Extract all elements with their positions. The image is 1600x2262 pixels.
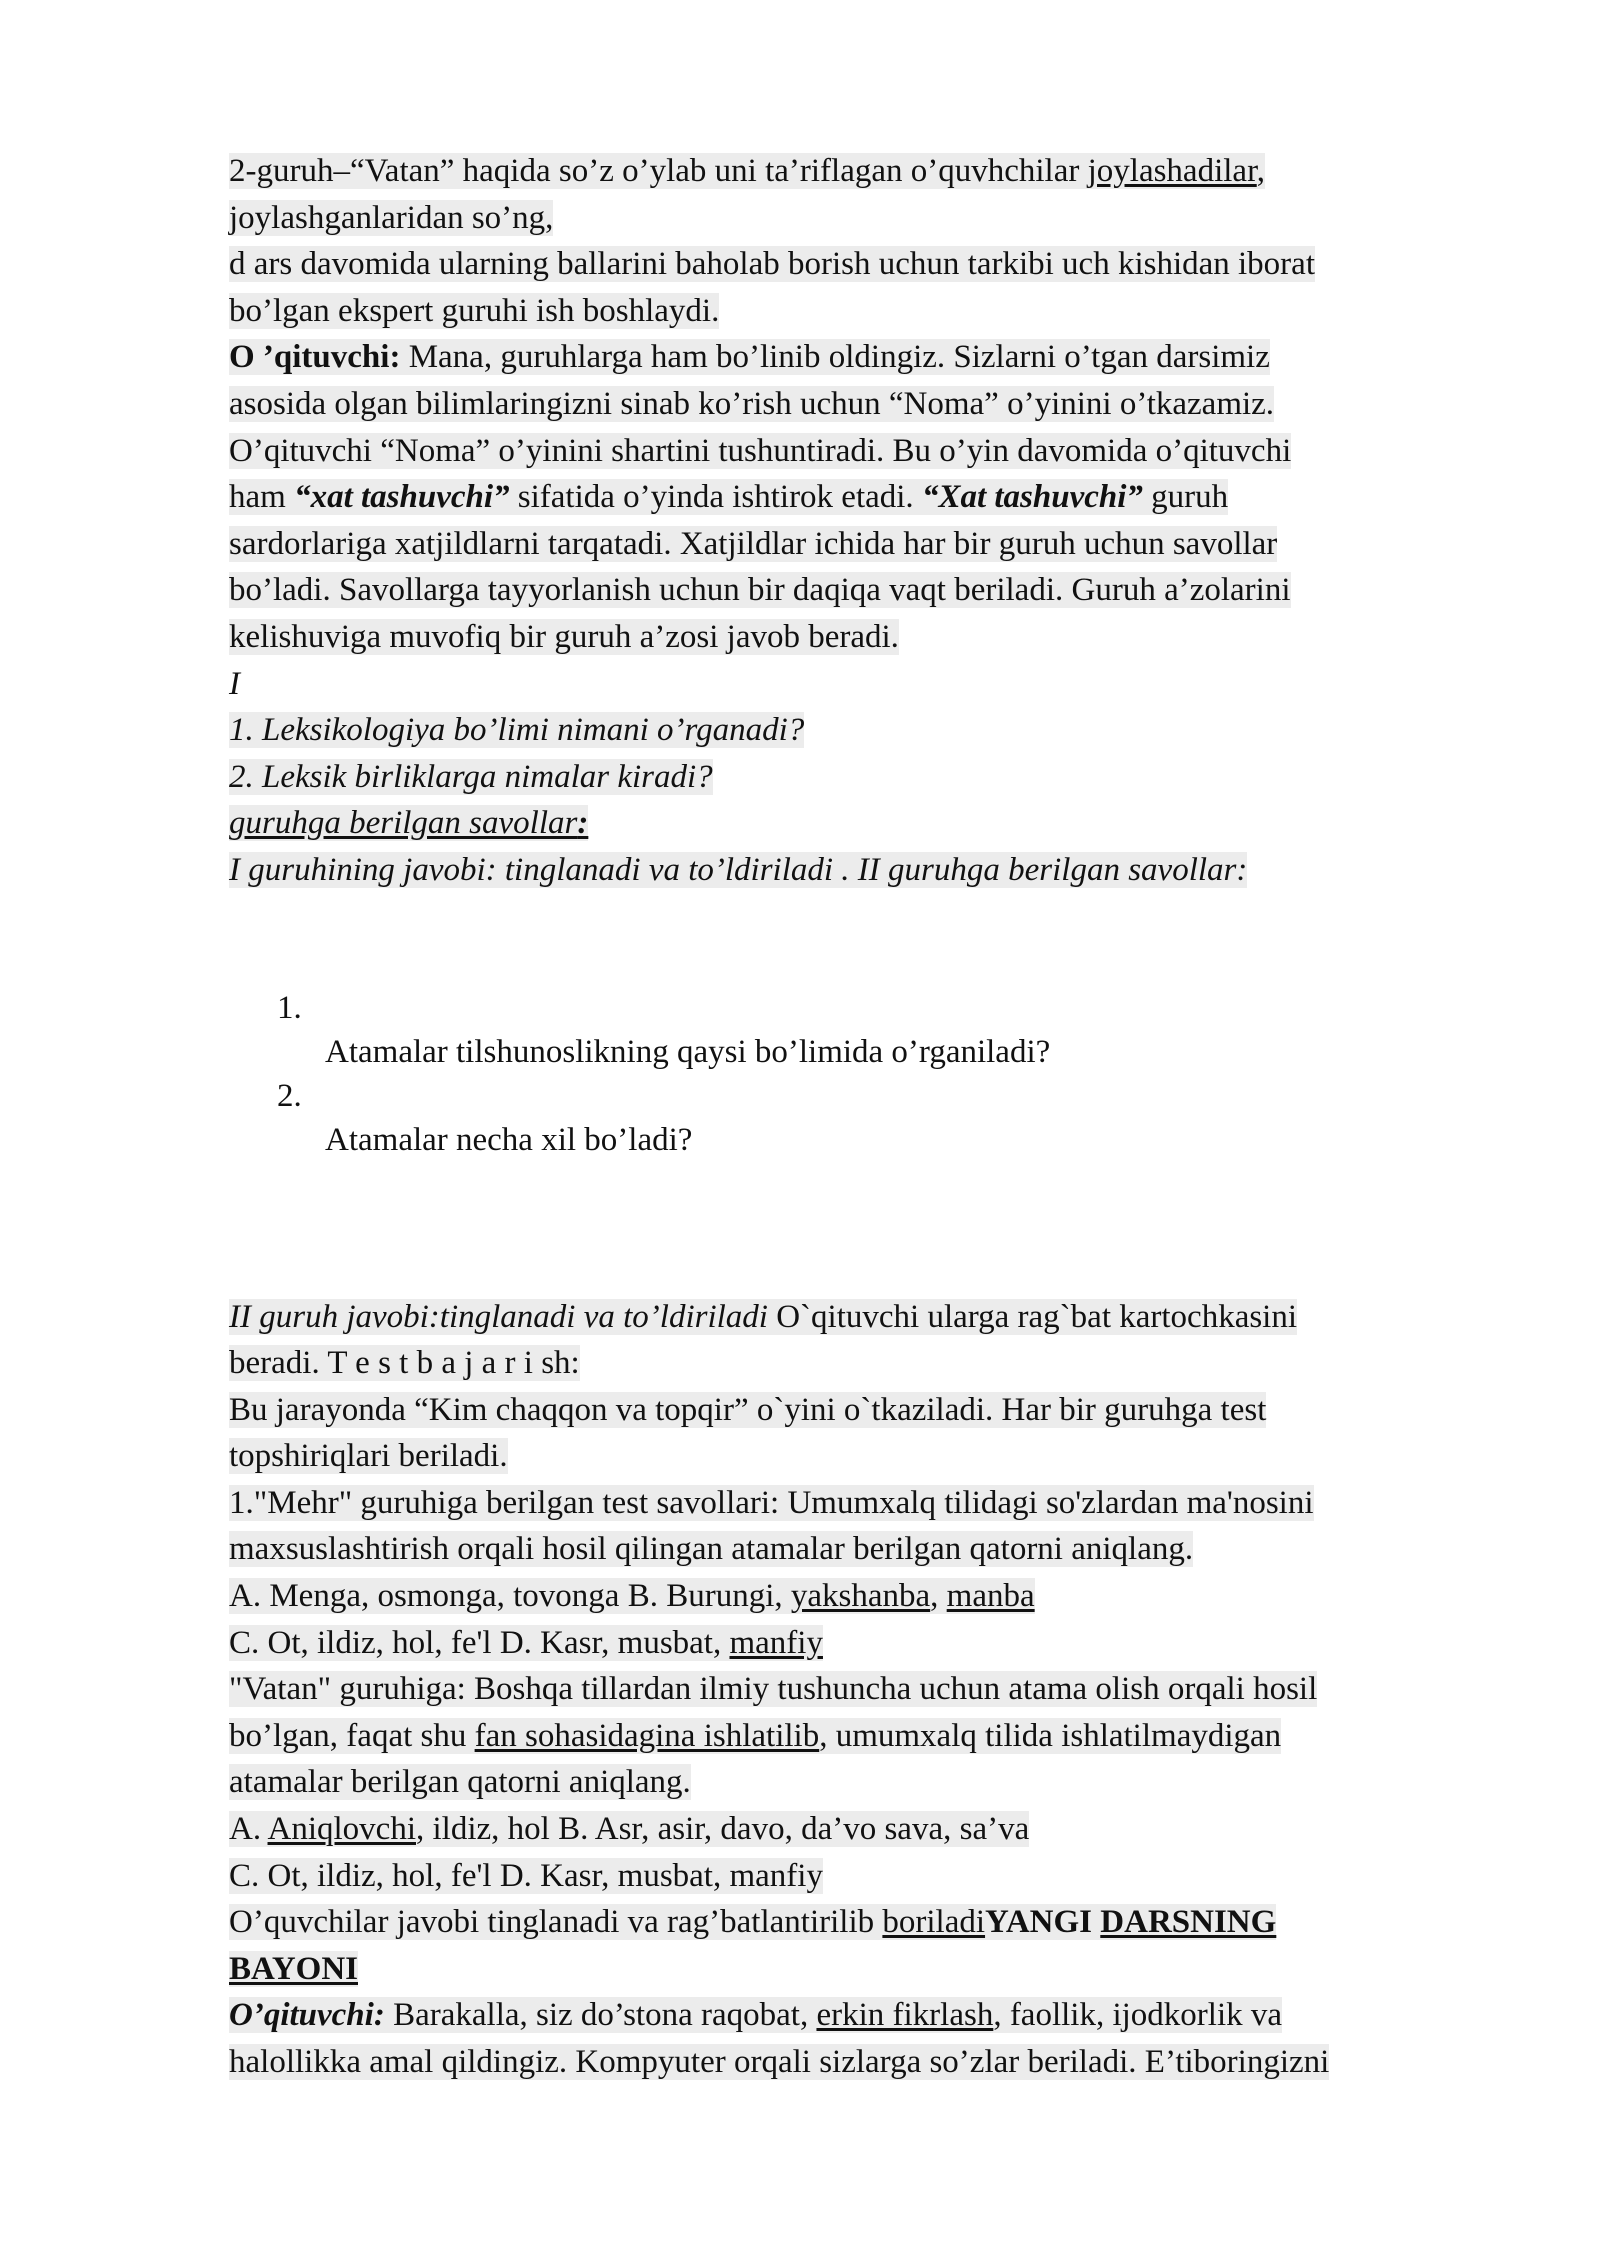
text-run: bo’lgan, faqat shu	[229, 1717, 475, 1754]
text-run: 1."Mehr" guruhiga berilgan test savollari: Umumxalq tilidagi so'zlardan ma'nosini	[229, 1484, 1314, 1521]
underlined-word: manba	[946, 1578, 1035, 1615]
list-item: Atamalar tilshunoslikning qaysi bo’limida o’rganiladi?	[325, 1033, 1051, 1070]
paragraph-line	[229, 1526, 1479, 1573]
text-run: ,	[930, 1578, 947, 1615]
text-run: 2-guruh–“Vatan” haqida so’z o’ylab uni ta’riflagan o’quvhchilar	[229, 153, 1088, 189]
text-run: A. Menga, osmonga, tovonga B. Burungi,	[229, 1578, 791, 1615]
section-heading	[229, 800, 1479, 847]
italic-run: II guruh javobi:tinglanadi va to’ldiriladi	[229, 1298, 768, 1335]
answer-options	[229, 1620, 1479, 1667]
paragraph-line	[229, 195, 1479, 242]
heading-colon: :	[577, 805, 589, 842]
paragraph-line	[229, 428, 1479, 475]
answer-options	[229, 1806, 1479, 1853]
text-run: Bu jarayonda “Kim chaqqon va topqir” o`yini o`tkaziladi. Har bir guruhga test	[229, 1391, 1267, 1428]
paragraph-line	[229, 1946, 1479, 1993]
paragraph-line	[229, 288, 1479, 335]
bold-underlined-heading: BAYONI	[229, 1950, 358, 1987]
paragraph-line	[229, 2039, 1479, 2086]
underlined-word: manfiy	[729, 1624, 823, 1661]
text-run: guruh	[1142, 479, 1229, 516]
bold-heading-run: YANGI	[985, 1904, 1101, 1941]
text-run: A.	[229, 1811, 268, 1848]
answer-options	[229, 1853, 1479, 1900]
bold-italic-term: “xat tashuvchi”	[294, 479, 510, 516]
text-run: bo’lgan ekspert guruhi ish boshlaydi.	[229, 292, 720, 329]
paragraph-line	[229, 1480, 1479, 1527]
text-run: kelishuviga muvofiq bir guruh a’zosi javob beradi.	[229, 618, 899, 655]
paragraph-line	[229, 1759, 1479, 1806]
paragraph-line	[229, 614, 1479, 661]
bold-italic-term: “Xat tashuvchi”	[921, 479, 1143, 516]
text-run: , umumxalq tilida ishlatilmaydigan	[819, 1717, 1282, 1754]
list-number: 1.	[277, 989, 302, 1026]
underlined-phrase: erkin fikrlash	[816, 1997, 994, 2034]
text-run: C. Ot, ildiz, hol, fe'l D. Kasr, musbat, manfiy	[229, 1857, 823, 1894]
underlined-word: boriladi	[882, 1904, 986, 1941]
speaker-label: O’qituvchi:	[229, 1997, 385, 2034]
text-run: O`qituvchi ularga rag`bat kartochkasini	[767, 1298, 1298, 1335]
underlined-word: joylashadilar	[1087, 153, 1257, 189]
text-run: d ars davomida ularning ballarini baholab borish uchun tarkibi uch kishidan iborat	[229, 246, 1315, 283]
paragraph-line	[229, 381, 1479, 428]
bold-underlined-heading: DARSNING	[1100, 1904, 1277, 1941]
text-run: topshiriqlari beriladi.	[229, 1438, 508, 1475]
text-run: Mana, guruhlarga ham bo’linib oldingiz. Sizlarni o’tgan darsimiz	[400, 339, 1270, 376]
text-run: I guruhining javobi: tinglanadi va to’ldiriladi . II guruhga berilgan savollar:	[229, 851, 1248, 888]
roman-numeral: I	[229, 665, 240, 702]
spacer	[229, 1162, 1479, 1294]
text-run: , ildiz, hol B. Asr, asir, davo, da’vo sava, sa’va	[416, 1811, 1030, 1848]
answer-options	[229, 1573, 1479, 1620]
question-item: 1. Leksikologiya bo’limi nimani o’rganadi?	[229, 712, 805, 749]
question-item: 2. Leksik birliklarga nimalar kiradi?	[229, 758, 713, 795]
text-run: beradi. T e s t b a j a r i sh:	[229, 1345, 580, 1382]
list-number: 2.	[277, 1077, 302, 1114]
paragraph-line	[229, 1666, 1479, 1713]
underlined-phrase: fan sohasidagina ishlatilib	[474, 1717, 820, 1754]
text-run: bo’ladi. Savollarga tayyorlanish uchun bir daqiqa vaqt beriladi. Guruh a’zolarini	[229, 572, 1291, 609]
paragraph-line	[229, 1340, 1479, 1387]
text-run: sifatida o’yinda ishtirok etadi.	[509, 479, 922, 516]
text-run: sardorlariga xatjildlarni tarqatadi. Xatjildlar ichida har bir guruh uchun savollar	[229, 525, 1278, 562]
text-run: O’qituvchi “Noma” o’yinini shartini tushuntiradi. Bu o’yin davomida o’qituvchi	[229, 432, 1292, 469]
text-run: C. Ot, ildiz, hol, fe'l D. Kasr, musbat,	[229, 1624, 730, 1661]
paragraph-line	[229, 1294, 1479, 1341]
text-run: "Vatan" guruhiga: Boshqa tillardan ilmiy tushuncha uchun atama olish orqali hosil	[229, 1671, 1318, 1708]
paragraph-line	[229, 847, 1479, 894]
paragraph-line	[229, 1713, 1479, 1760]
text-run: asosida olgan bilimlaringizni sinab ko’rish uchun “Noma” o’yinini o’tkazamiz.	[229, 385, 1275, 422]
underlined-word: Aniqlovchi	[267, 1811, 416, 1848]
text-run: joylashganlaridan so’ng,	[229, 199, 554, 236]
text-run: O’quvchilar javobi tinglanadi va rag’batlantirilib	[229, 1904, 883, 1941]
list-item: Atamalar necha xil bo’ladi?	[325, 1121, 693, 1158]
underlined-word: yakshanba	[790, 1578, 931, 1615]
paragraph-line	[229, 1433, 1479, 1480]
paragraph-line	[229, 521, 1479, 568]
paragraph-line	[229, 1387, 1479, 1434]
numbered-list	[277, 986, 1479, 1162]
paragraph-line	[229, 334, 1479, 381]
paragraph-line	[229, 148, 1479, 195]
text-run: ,	[1256, 153, 1265, 189]
document-body	[229, 148, 1479, 2086]
text-run: , faollik, ijodkorlik va	[993, 1997, 1283, 2034]
text-run: atamalar berilgan qatorni aniqlang.	[229, 1764, 691, 1801]
text-run: Barakalla, siz do’stona raqobat,	[384, 1997, 817, 2034]
paragraph-line	[229, 567, 1479, 614]
paragraph-line	[229, 241, 1479, 288]
text-run: maxsuslashtirish orqali hosil qilingan atamalar berilgan qatorni aniqlang.	[229, 1531, 1194, 1568]
paragraph-line	[229, 1899, 1479, 1946]
heading-text: guruhga berilgan savollar	[229, 805, 578, 842]
speaker-label: O ’qituvchi:	[229, 339, 401, 376]
paragraph-line	[229, 1992, 1479, 2039]
paragraph-line	[229, 474, 1479, 521]
text-run: halollikka amal qildingiz. Kompyuter orqali sizlarga so’zlar beriladi. E’tiboringizni	[229, 2044, 1330, 2080]
text-run: ham	[229, 479, 295, 516]
